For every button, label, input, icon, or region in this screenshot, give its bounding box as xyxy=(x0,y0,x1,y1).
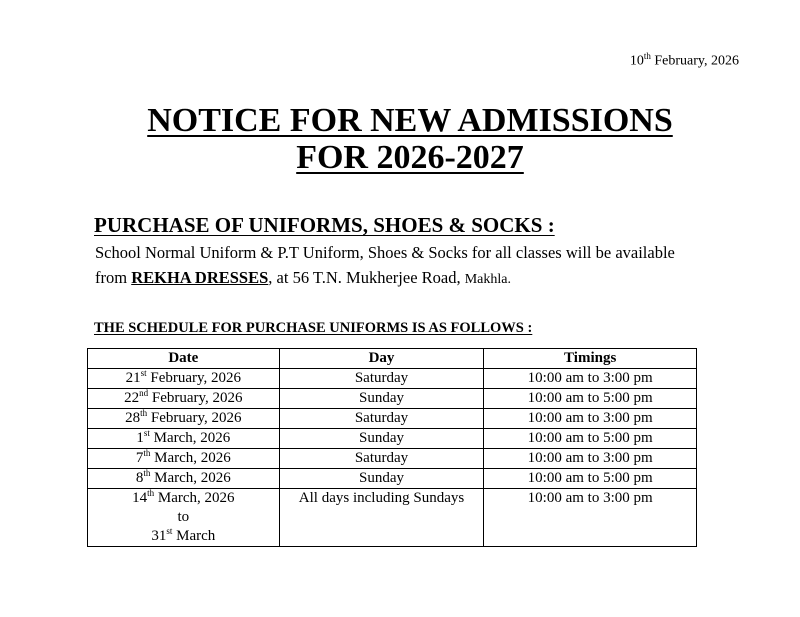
timing-cell: 10:00 am to 3:00 pm xyxy=(484,489,697,547)
column-header-day: Day xyxy=(279,349,484,369)
shop-address-text xyxy=(95,266,755,292)
date-cell: 1st March, 2026 xyxy=(88,429,280,449)
table-row xyxy=(88,429,697,449)
range-end: 31st March xyxy=(151,526,216,544)
column-header-timings: Timings xyxy=(484,349,697,369)
date-cell: 28th February, 2026 xyxy=(88,409,280,429)
notice-title-line1: NOTICE FOR NEW ADMISSIONS xyxy=(147,102,673,139)
shop-city: Makhla. xyxy=(464,272,511,287)
timing-cell: 10:00 am to 3:00 pm xyxy=(484,369,697,389)
timing-cell: 10:00 am to 5:00 pm xyxy=(484,469,697,489)
timing-cell: 10:00 am to 5:00 pm xyxy=(484,429,697,449)
date-cell: 21st February, 2026 xyxy=(88,369,280,389)
day-cell: Sunday xyxy=(279,429,484,449)
day-cell: Sunday xyxy=(279,469,484,489)
schedule-heading: THE SCHEDULE FOR PURCHASE UNIFORMS IS AS FOLLOWS : xyxy=(94,320,533,336)
table-row xyxy=(88,409,697,429)
day-cell: Sunday xyxy=(279,389,484,409)
uniform-availability-text: School Normal Uniform & P.T Uniform, Shoes & Socks for all classes will be available xyxy=(95,243,675,262)
table-row xyxy=(88,449,697,469)
schedule-table xyxy=(87,348,697,547)
notice-title-line2: FOR 2026-2027 xyxy=(296,139,524,176)
shop-address: , at 56 T.N. Mukherjee Road, xyxy=(268,268,465,287)
table-row xyxy=(88,369,697,389)
range-start: 14th March, 2026 xyxy=(132,488,235,506)
table-row xyxy=(88,389,697,409)
range-connector: to xyxy=(177,509,190,525)
day-cell: All days including Sundays xyxy=(279,489,484,547)
table-row xyxy=(88,469,697,489)
day-cell: Saturday xyxy=(279,449,484,469)
table-row xyxy=(88,489,697,547)
date-range-cell xyxy=(88,489,280,547)
shop-name: REKHA DRESSES xyxy=(131,268,269,287)
day-cell: Saturday xyxy=(279,369,484,389)
timing-cell: 10:00 am to 3:00 pm xyxy=(484,409,697,429)
timing-cell: 10:00 am to 5:00 pm xyxy=(484,389,697,409)
para-from: from xyxy=(95,268,132,287)
date-cell: 8th March, 2026 xyxy=(88,469,280,489)
notice-date-suffix: th xyxy=(643,51,651,61)
day-cell: Saturday xyxy=(279,409,484,429)
notice-date-rest: February, 2026 xyxy=(654,53,739,69)
schedule-header-row xyxy=(88,349,697,369)
uniform-section-heading: PURCHASE OF UNIFORMS, SHOES & SOCKS : xyxy=(94,213,555,237)
timing-cell: 10:00 am to 3:00 pm xyxy=(484,449,697,469)
date-cell: 7th March, 2026 xyxy=(88,449,280,469)
date-cell: 22nd February, 2026 xyxy=(88,389,280,409)
notice-date xyxy=(630,47,739,71)
column-header-date: Date xyxy=(88,349,280,369)
notice-date-day: 10 xyxy=(629,53,644,69)
